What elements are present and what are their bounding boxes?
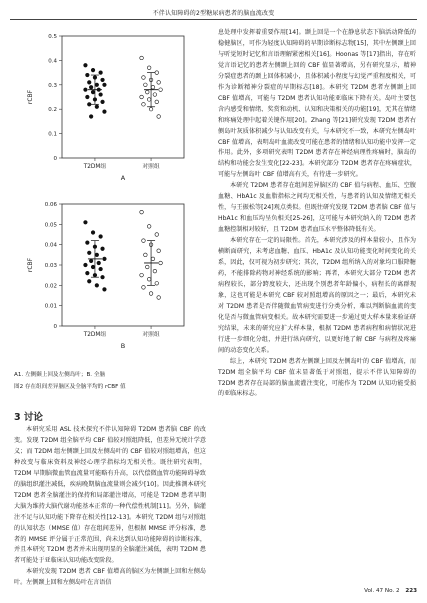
- data-point: [149, 107, 153, 111]
- data-point: [101, 275, 105, 279]
- data-point: [91, 68, 95, 72]
- data-point: [147, 225, 151, 229]
- data-point: [147, 66, 151, 70]
- left-column: [14, 28, 206, 588]
- y-tick-label: 0: [53, 156, 57, 162]
- y-tick-label: 0.5: [48, 34, 57, 40]
- data-point: [142, 103, 146, 107]
- data-point: [89, 259, 93, 263]
- data-point: [142, 239, 146, 243]
- data-point: [151, 257, 155, 261]
- data-point: [99, 93, 103, 97]
- data-point: [145, 90, 149, 94]
- data-point: [87, 251, 91, 255]
- data-point: [86, 271, 90, 275]
- x-tick-label: 对照组: [142, 332, 160, 338]
- data-point: [157, 115, 161, 119]
- data-point: [84, 88, 88, 92]
- section-title: 3 讨论: [14, 412, 43, 423]
- data-point: [103, 83, 107, 87]
- data-point: [87, 279, 91, 283]
- data-point: [140, 210, 144, 214]
- scatter-chart-b: [14, 196, 206, 356]
- data-point: [101, 78, 105, 82]
- running-title: 不伴认知障碍的2型糖尿病患者的脑血流改变: [152, 10, 275, 17]
- data-point: [151, 85, 155, 89]
- data-point: [159, 88, 163, 92]
- data-point: [84, 63, 88, 67]
- data-point: [95, 253, 99, 257]
- data-point: [86, 95, 90, 99]
- figure-caption-legend: A1. 左侧颞上回及左侧岛叶；B. 全脑: [14, 372, 106, 378]
- y-tick-label: 0.06: [44, 202, 57, 208]
- figure-caption-title: 图2 存在组间差异脑区及全脑平均的 rCBF 值: [14, 384, 126, 390]
- data-point: [95, 83, 99, 87]
- data-point: [84, 263, 88, 267]
- data-point: [87, 81, 91, 85]
- data-point: [153, 93, 157, 97]
- y-tick-label: 0.03: [44, 263, 57, 269]
- data-point: [155, 282, 159, 286]
- data-point: [142, 76, 146, 80]
- data-point: [157, 296, 161, 300]
- y-tick-label: 0.1: [48, 131, 57, 138]
- y-tick-label: 0.02: [44, 283, 57, 290]
- paragraph: 综上，本研究 T2DM 患者左侧颞上回及左侧岛叶的 CBF 值增高，而 T2DM 组全脑平均 CBF 值未显著低于对照组，提示不伴认知障碍的 T2DM 患者存在局部的脑血流灌注变化，可能作为 T2DM 认知功能受损的亚临床标志。: [218, 357, 416, 398]
- data-point: [91, 265, 95, 269]
- right-column: [218, 28, 416, 588]
- data-point: [147, 98, 151, 102]
- paragraph: 本研究发现 T2DM 患者 CBF 值增高的脑区为左侧颞上回和左侧岛叶。左侧颞上回和左侧岛叶在言语信: [14, 568, 206, 587]
- data-point: [103, 257, 107, 261]
- x-tick-label: 对照组: [142, 164, 160, 170]
- data-point: [91, 90, 95, 94]
- data-point: [87, 103, 91, 107]
- page-footer: [364, 588, 417, 594]
- y-tick-label: 0.4: [48, 58, 57, 65]
- data-point: [99, 267, 103, 271]
- data-point: [144, 83, 148, 87]
- y-tick-label: 0.05: [44, 222, 57, 229]
- data-point: [84, 221, 88, 225]
- data-point: [86, 73, 90, 77]
- data-point: [145, 265, 149, 269]
- page-number: 223: [405, 588, 417, 594]
- data-point: [140, 273, 144, 277]
- header-rule: [10, 19, 417, 20]
- x-tick-label: T2DM组: [83, 332, 107, 338]
- data-point: [95, 105, 99, 109]
- y-tick-label: 0.04: [44, 242, 57, 249]
- y-axis-label: rCBF: [27, 89, 34, 105]
- data-point: [101, 100, 105, 104]
- data-point: [99, 71, 103, 75]
- data-point: [97, 261, 101, 265]
- right-body-text: [218, 28, 416, 400]
- scatter-chart-a: [14, 28, 206, 188]
- data-point: [155, 71, 159, 75]
- data-point: [157, 249, 161, 253]
- panel-label: A: [120, 174, 126, 182]
- data-point: [86, 241, 90, 245]
- data-point: [103, 110, 107, 114]
- x-tick-label: T2DM组: [83, 164, 107, 170]
- y-axis-label: rCBF: [27, 257, 34, 273]
- data-point: [99, 235, 103, 239]
- plot-frame: [62, 204, 184, 326]
- data-point: [140, 56, 144, 60]
- data-point: [140, 95, 144, 99]
- data-point: [101, 247, 105, 251]
- data-point: [155, 100, 159, 104]
- plot-frame: [62, 36, 184, 158]
- data-point: [91, 231, 95, 235]
- y-tick-label: 0.2: [48, 107, 57, 114]
- data-point: [89, 115, 93, 119]
- journal-volume: Vol. 47 No. 2: [364, 588, 400, 594]
- panel-label: B: [120, 342, 126, 350]
- data-point: [159, 261, 163, 265]
- left-body-text: [14, 425, 206, 589]
- data-point: [144, 253, 148, 257]
- y-tick-label: 0.3: [48, 82, 57, 89]
- data-point: [149, 292, 153, 296]
- data-point: [103, 288, 107, 292]
- paragraph: 本研究存在一定的局限性。首先，本研究涉及的样本量较小，且作为横断面研究，未考虑血糖、血压、HbA1c 及认知功能变化时间变化的关系，因此，仅可视为初步研究；其次，T2DM 组所纳入的对象均口服降糖药，不能排除药物对神经系统的影响；再者，本研究大部分 T2DM 患者病程较长，部分跨度较大，还出现个别患者年龄偏小，病程长的离群现象，这也可能是本研究 CBF 较对照组增高的原因之一；最后，本研究未对 T2DM 患者是否伴随微血管病变进行分类分析，难以判断脑血流的变化是否与微血管病变相关。故本研究需要进一步通过更大样本量来验证研究结果，未来的研究应扩大样本量，根据 T2DM 患者病程和病情状况进行进一步细化分组，并进行纵向研究，以更好地了解 CBF 与病程及疼痛间的动态变化关系。: [218, 237, 416, 354]
- data-point: [147, 277, 151, 281]
- data-point: [155, 233, 159, 237]
- paragraph: 本研究 T2DM 患者存在组间差异脑区的 CBF 值与病程、血压、空腹血糖、HbA1c 及血脂指标之间均无相关性，与患者的认知及情绪无相关性，与王振松等[24]观点类似。但既往研究发现 T2DM 患者脑 CBF 值与 HbA1c 和血压均呈负相关[25-26]，这可能与本研究纳入的 T2DM 患者血糖控制相对较好，且 T2DM 患者血压水平整体降低有关。: [218, 182, 416, 234]
- y-tick-label: 0.01: [44, 303, 57, 310]
- y-tick-label: 0: [53, 324, 57, 330]
- data-point: [89, 85, 93, 89]
- data-point: [142, 286, 146, 290]
- paragraph: 本研究采用 ASL 技术探究不伴认知障碍 T2DM 患者脑 CBF 的改变。发现 T2DM 组全脑平均 CBF 值较对照组降低，但差异无统计学意义；而 T2DM 组左侧颞上回及左侧岛叶的 CBF 值较对照组增高，但这种改变与临床资料及神经心理学指标均无相关性。既往研究表明，T2DM 早期脑微血管血流量可能略有升高，以代偿微血管功能障碍导致的脑组织灌注减低，疾病晚期脑血流量则会减少[10]。因此推测本研究 T2DM 患者全脑灌注的保持和局部灌注增高，可能是 T2DM 患者早期大脑为维持大脑代谢功能基本正常的一种代偿性机制[11]。另外，脑灌注不足与认知功能下降存在相关性[12-13]。本研究 T2DM 组与对照组的认知状态（MMSE 值）存在组间差异，但根据 MMSE 评分标准，患者的 MMSE 评分属于正常范围，尚未达到认知功能障碍的诊断标准，并且本研究 T2DM 患者并未出现明显的全脑灌注减低，表明 T2DM 患者可能处于亚临床认知功能改变阶段。: [14, 426, 206, 565]
- paragraph: 息处理中发挥着重要作用[14]。颞上回是一个在静息状态下脑活动降低的稳健脑区，可作为轻度认知障碍的早期诊断标志物[15]，其中左侧颞上回与听觉短时记忆和言语理解紧密相关[16]。Hoonas 等[17]指出，存在听觉言语记忆的患者左侧颞上回的 CBF 值显著增高，另有研究显示，精神分裂症患者的颞上回体积减小，且体积减小程度与幻觉严重程度相关，可作为诊断精神分裂症的早期标志[18]。本研究 T2DM 患者左侧颞上回 CBF 值增高，可能与 T2DM 患者认知功能亚临床下降有关。岛叶主要包含内感受和情绪、奖赏和动机、认知和决策相关的功能[19]，无其在情绪和疼痛处理中起着关键作用[20]。Zhang 等[21]研究发现 T2DM 患者右侧岛叶灰质体积减少与认知改变有关，与本研究不一致，本研究左侧岛叶 CBF 值增高，表明岛叶血流改变可能在患者的情绪和认知功能中发挥一定作用。此外，多项研究表明 T2DM 患者存在神经病理性疼痛时，脑岛的结构和功能会发生变化[22-23]。本研究部分 T2DM 患者存在疼痛症状，可能与左侧岛叶 CBF 值增高有关，有待进一步研究。: [218, 29, 416, 179]
- data-point: [95, 284, 99, 288]
- data-point: [153, 269, 157, 273]
- data-point: [157, 81, 161, 85]
